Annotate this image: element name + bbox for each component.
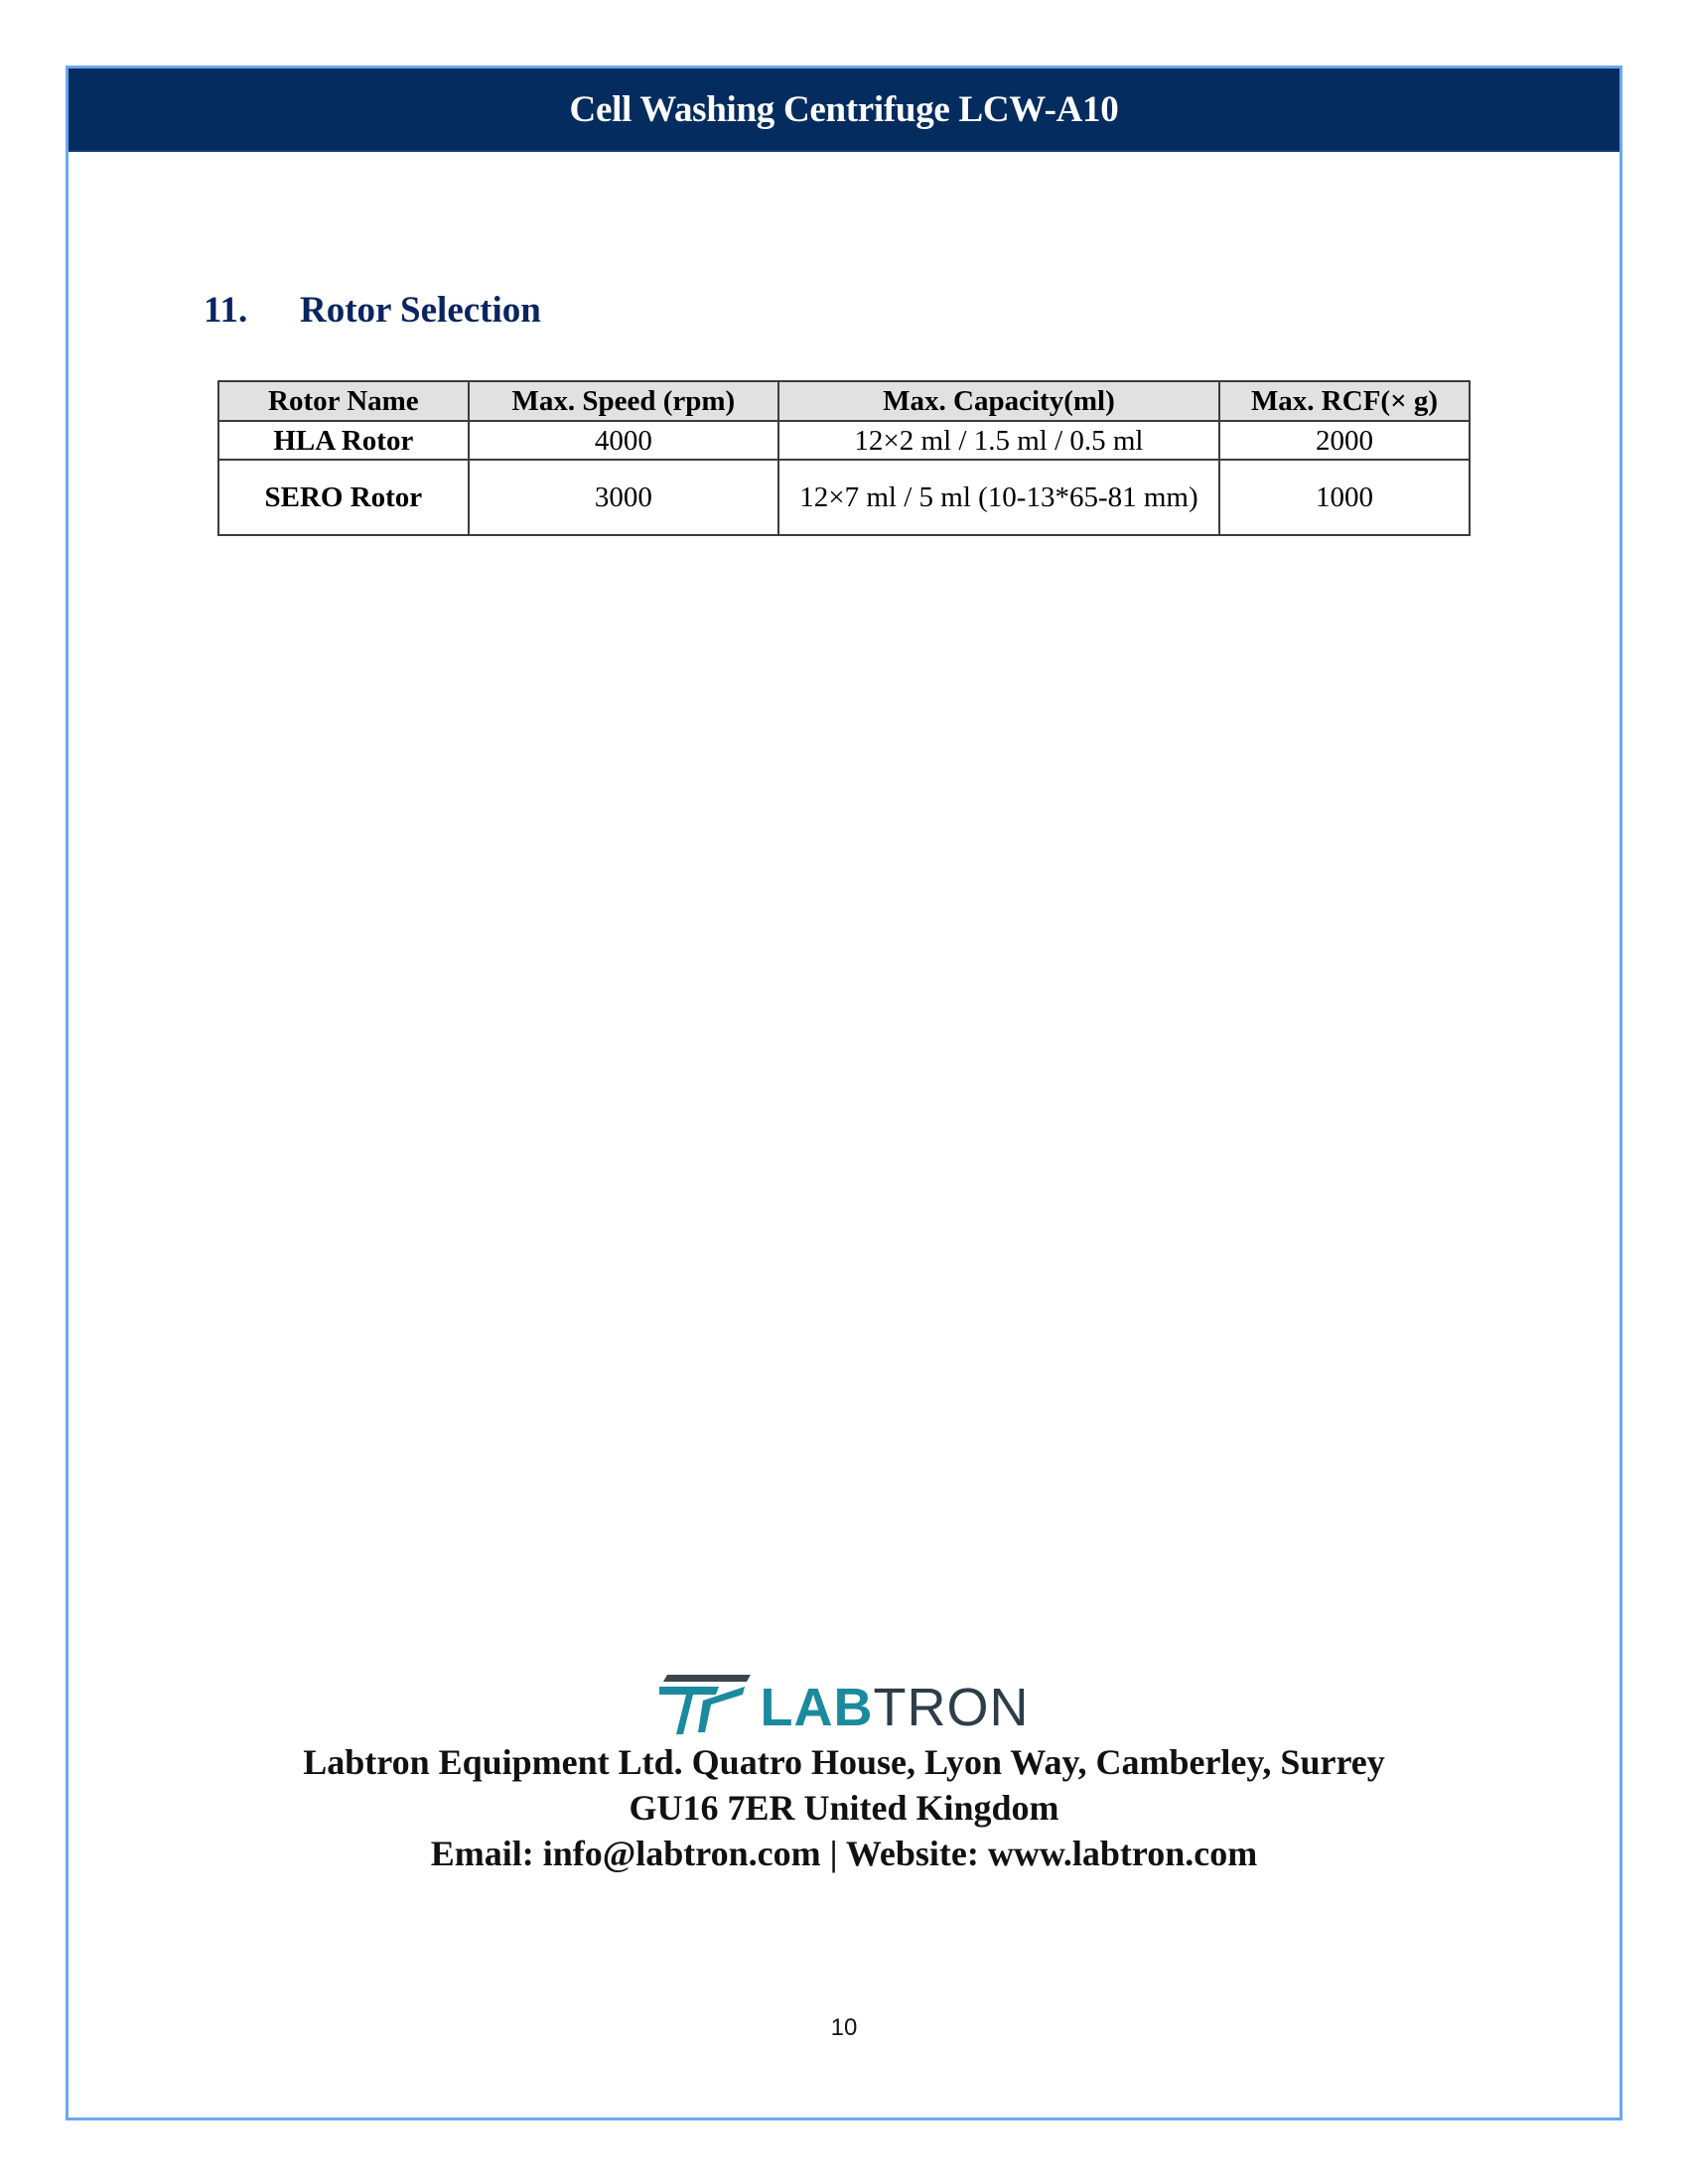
column-header: Max. Capacity(ml) — [778, 381, 1219, 421]
table-row — [218, 421, 1470, 460]
labtron-t-logo-icon — [659, 1675, 751, 1734]
table-row — [218, 460, 1470, 535]
max-speed-cell: 3000 — [469, 460, 778, 535]
rotor-table — [217, 380, 1471, 536]
company-address-line2: GU16 7ER United Kingdom — [629, 1788, 1059, 1828]
page-number: 10 — [830, 2014, 858, 2041]
document-title: Cell Washing Centrifuge LCW-A10 — [569, 88, 1119, 130]
column-header: Rotor Name — [218, 381, 469, 421]
max-speed-cell: 4000 — [469, 421, 778, 460]
max-rcf-cell: 2000 — [1219, 421, 1470, 460]
max-capacity-cell: 12×2 ml / 1.5 ml / 0.5 ml — [778, 421, 1219, 460]
section-number: 11. — [204, 290, 248, 331]
header-band — [69, 68, 1619, 152]
section-heading — [204, 289, 541, 332]
section-title: Rotor Selection — [300, 290, 541, 331]
company-address-line1: Labtron Equipment Ltd. Quatro House, Lyon Way, Camberley, Surrey — [303, 1742, 1385, 1782]
logo-wordmark: LABTRON — [760, 1678, 1030, 1737]
rotor-name-cell: SERO Rotor — [218, 460, 469, 535]
rotor-name-cell: HLA Rotor — [218, 421, 469, 460]
labtron-logo — [659, 1673, 1030, 1737]
max-capacity-cell: 12×7 ml / 5 ml (10-13*65-81 mm) — [778, 460, 1219, 535]
table-header-row — [218, 381, 1470, 421]
footer — [69, 1673, 1619, 1876]
contact-line: Email: info@labtron.com | Website: www.labtron.com — [430, 1834, 1258, 1873]
page-frame — [66, 66, 1622, 2120]
max-rcf-cell: 1000 — [1219, 460, 1470, 535]
column-header: Max. RCF(× g) — [1219, 381, 1470, 421]
column-header: Max. Speed (rpm) — [469, 381, 778, 421]
